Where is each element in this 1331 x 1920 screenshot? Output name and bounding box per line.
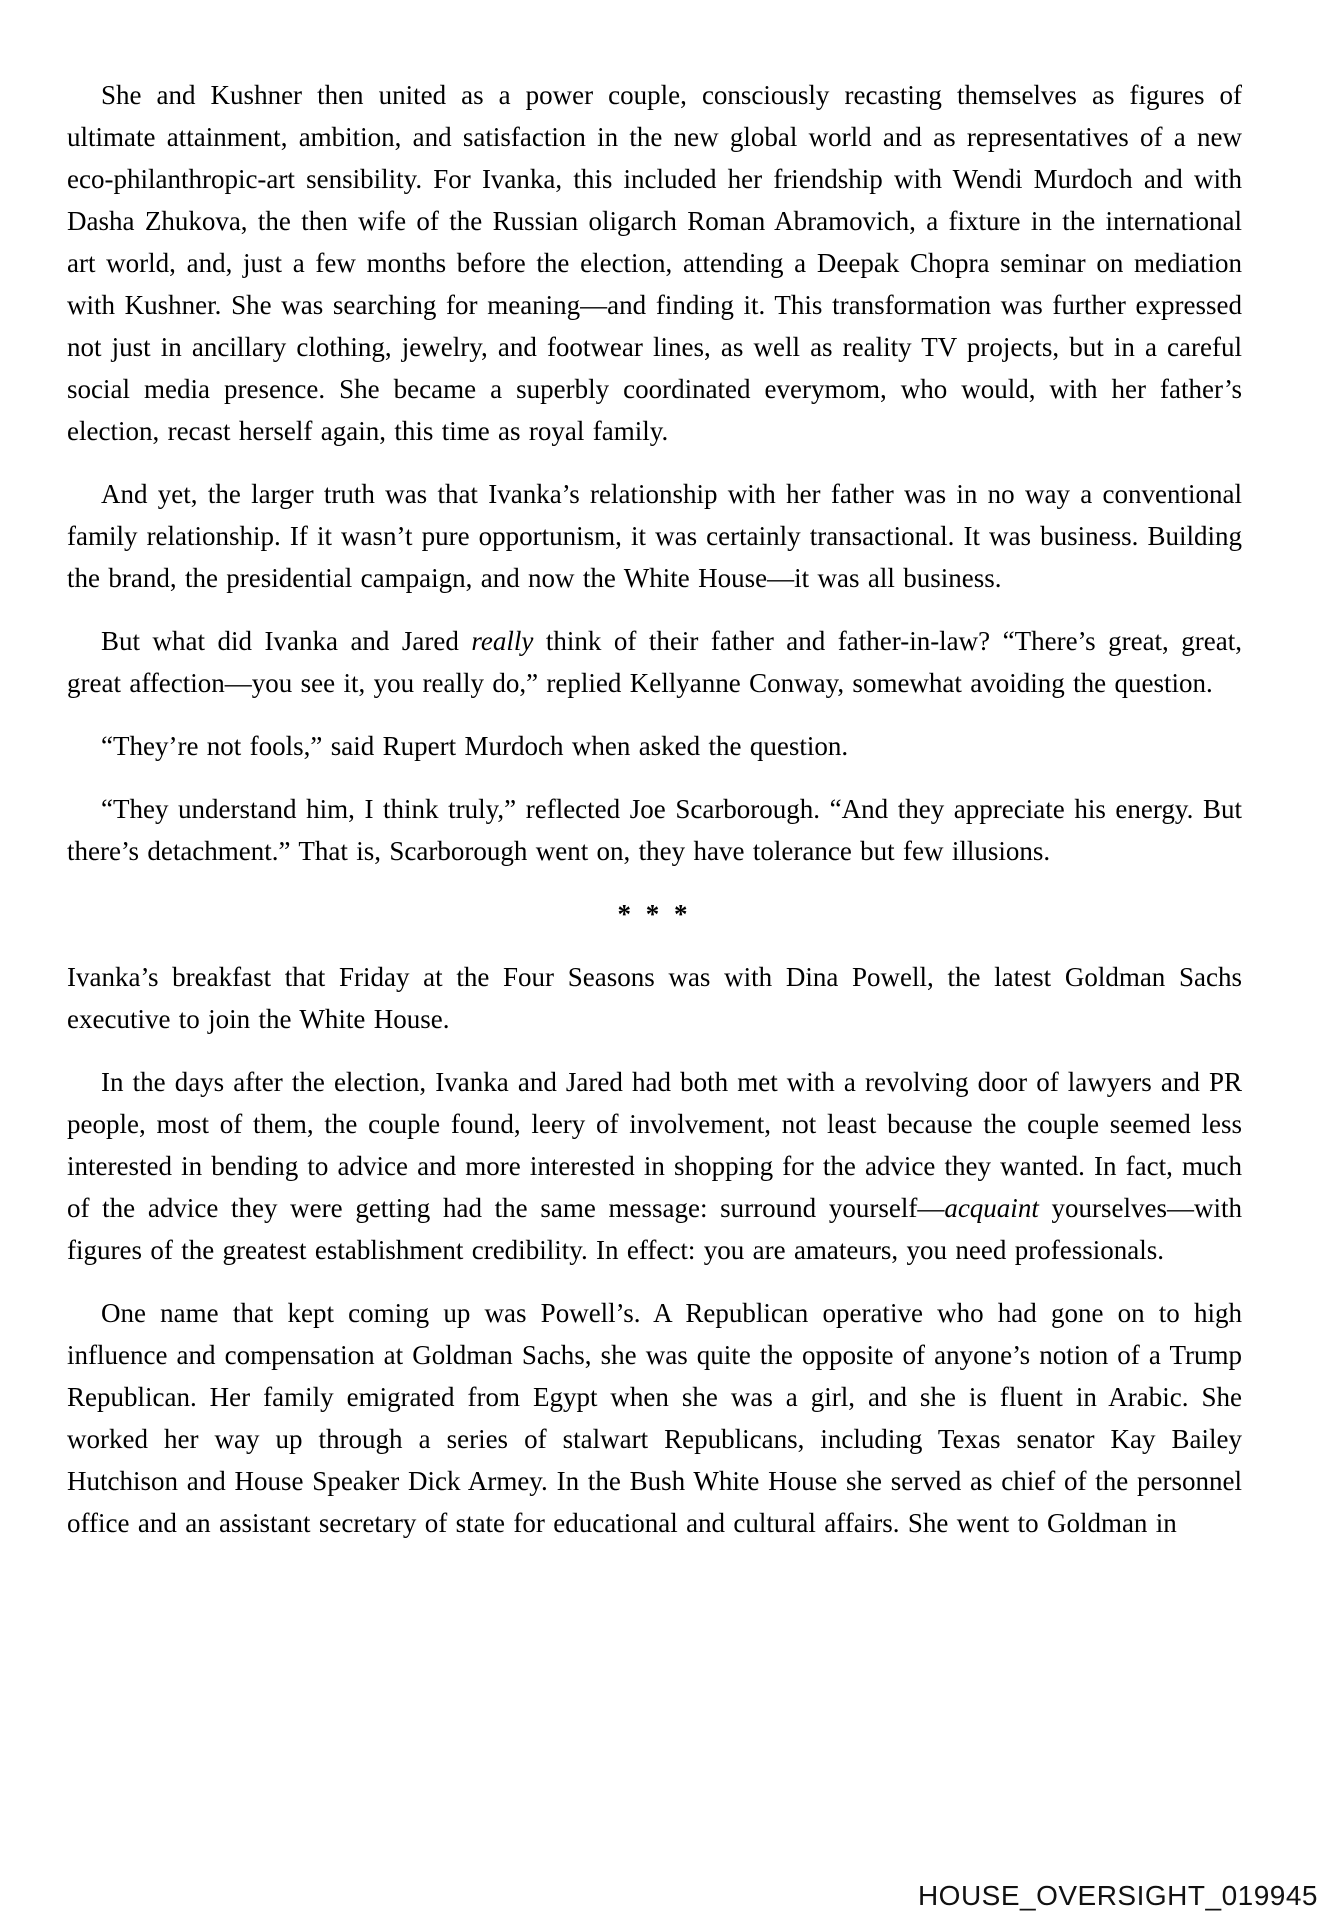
section-break: * * * (617, 899, 692, 929)
text-run: yourselves—with figures of the greatest establishment credibility. In effect: you are amateurs, you need professionals. (67, 1193, 1242, 1265)
paragraph (67, 1061, 1242, 1271)
paragraph (67, 74, 1242, 452)
italic-text-run: acquaint (944, 1193, 1039, 1223)
text-run: And yet, the larger truth was that Ivanka’s relationship with her father was in no way a conventional family relationship. If it wasn’t pure opportunism, it was certainly transactional. It was business. Building the brand, the presidential campaign, and now the White House—it was all business. (67, 479, 1242, 593)
text-run: “They understand him, I think truly,” reflected Joe Scarborough. “And they appreciate his energy. But there’s detachment.” That is, Scarborough went on, they have tolerance but few illusions. (67, 794, 1242, 866)
text-run: In the days after the election, Ivanka and Jared had both met with a revolving door of lawyers and PR people, most of them, the couple found, leery of involvement, not least because the couple seemed less interested in bending to advice and more interested in shopping for the advice they wanted. In fact, much of the advice they were getting had the same message: surround yourself— (67, 1067, 1242, 1223)
text-run: But what did Ivanka and Jared (101, 626, 472, 656)
text-run: Ivanka’s breakfast that Friday at the Four Seasons was with Dina Powell, the latest Goldman Sachs executive to join the White House. (67, 962, 1242, 1034)
bates-number: HOUSE_OVERSIGHT_019945 (917, 1880, 1318, 1912)
italic-text-run: really (471, 626, 534, 656)
text-block (67, 74, 1242, 1565)
text-run: One name that kept coming up was Powell’s. A Republican operative who had gone on to high influence and compensation at Goldman Sachs, she was quite the opposite of anyone’s notion of a Trump Republican. Her family emigrated from Egypt when she was a girl, and she is fluent in Arabic. She worked her way up through a series of stalwart Republicans, including Texas senator Kay Bailey Hutchison and House Speaker Dick Armey. In the Bush White House she served as chief of the personnel office and an assistant secretary of state for educational and cultural affairs. She went to Goldman in (67, 1298, 1242, 1538)
text-run: think of their father and father-in-law? “There’s great, great, great affection—you see it, you really do,” replied Kellyanne Conway, somewhat avoiding the question. (67, 626, 1243, 698)
paragraph (67, 473, 1242, 599)
text-run: “They’re not fools,” said Rupert Murdoch when asked the question. (101, 731, 849, 761)
paragraph (67, 1292, 1242, 1544)
paragraph (67, 620, 1242, 704)
paragraph (67, 956, 1242, 1040)
paragraph (67, 725, 1242, 767)
paragraph (67, 788, 1242, 872)
text-run: She and Kushner then united as a power couple, consciously recasting themselves as figures of ultimate attainment, ambition, and satisfaction in the new global world and as representatives of a new eco-philanthropic-art sensibility. For Ivanka, this included her friendship with Wendi Murdoch and with Dasha Zhukova, the then wife of the Russian oligarch Roman Abramovich, a fixture in the international art world, and, just a few months before the election, attending a Deepak Chopra seminar on mediation with Kushner. She was searching for meaning—and finding it. This transformation was further expressed not just in ancillary clothing, jewelry, and footwear lines, as well as reality TV projects, but in a careful social media presence. She became a superbly coordinated everymom, who would, with her father’s election, recast herself again, this time as royal family. (67, 80, 1242, 446)
